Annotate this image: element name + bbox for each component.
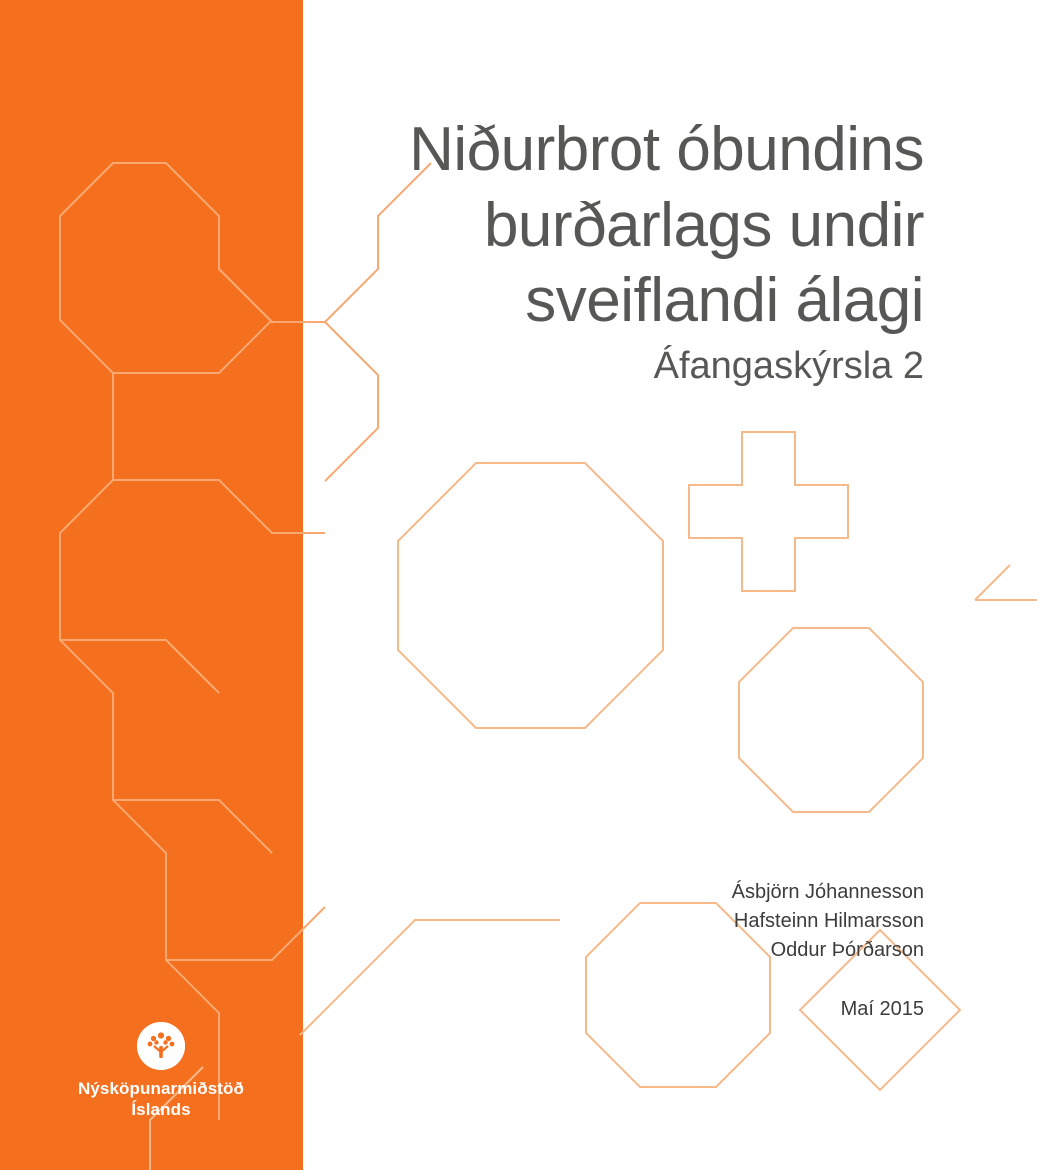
- logo-text-line-1: Nýsköpunarmiðstöð: [77, 1079, 245, 1098]
- tree-glyph-icon: [137, 1022, 185, 1070]
- page-subtitle: Áfangaskýrsla 2: [653, 344, 924, 387]
- author-name: Oddur Þórðarson: [770, 939, 924, 961]
- publication-date: Maí 2015: [840, 998, 924, 1020]
- tree-in-circle-icon: [137, 1022, 185, 1070]
- author-name: Ásbjörn Jóhannesson: [731, 881, 924, 903]
- authors-list: [404, 878, 924, 965]
- organization-logo: [56, 1022, 266, 1121]
- author-name: Hafsteinn Hilmarsson: [733, 910, 924, 932]
- title-block: [304, 112, 924, 388]
- logo-text-line-2: Íslands: [131, 1100, 191, 1120]
- page-title: Niðurbrot óbundins burðarlags undir sveiflandi álagi: [409, 115, 924, 336]
- orange-side-band: [0, 0, 303, 1170]
